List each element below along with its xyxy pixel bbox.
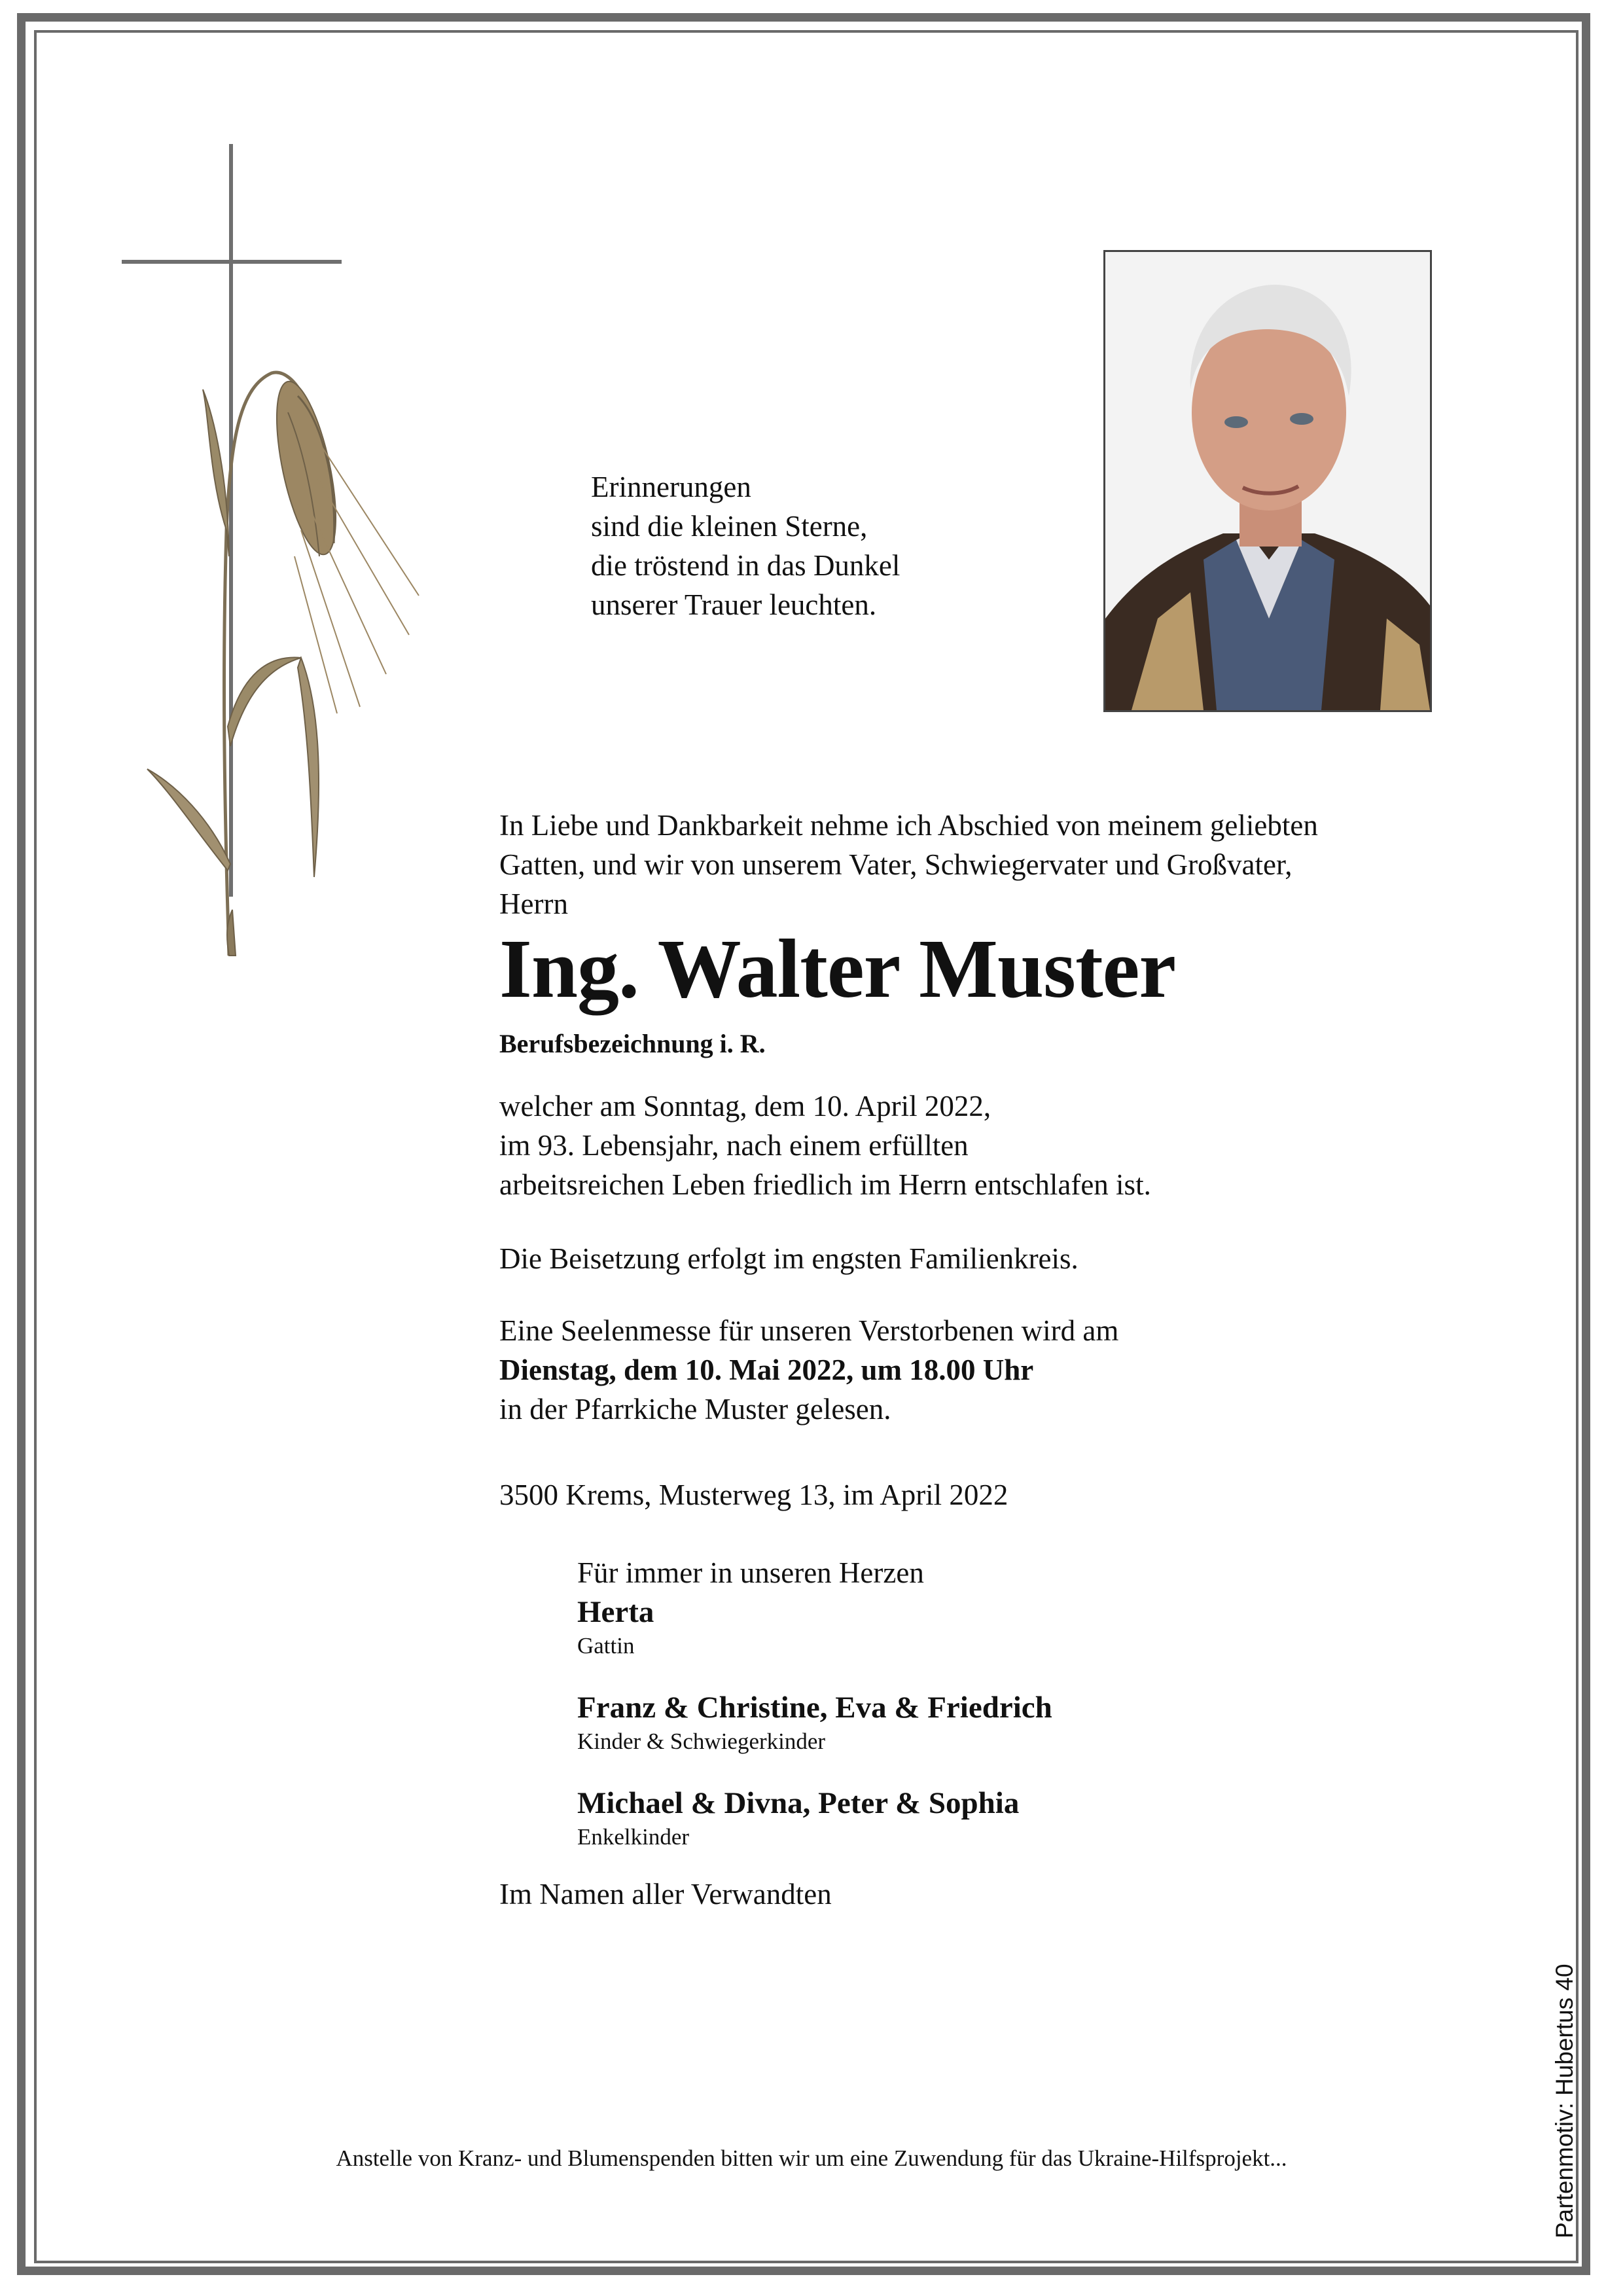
death-notice: welcher am Sonntag, dem 10. April 2022, im 93. Lebensjahr, nach einem erfüllten arbeitsreichen Leben friedlich im Herrn entschlafen ist. — [499, 1090, 1151, 1201]
burial-notice: Die Beisetzung erfolgt im engsten Familienkreis. — [499, 1242, 1079, 1275]
family-intro: Für immer in unseren Herzen — [577, 1556, 924, 1589]
deceased-name: Ing. Walter Muster — [499, 922, 1176, 1015]
family-role: Gattin — [577, 1633, 635, 1659]
portrait-photo — [1103, 250, 1432, 712]
motif-label: Partenmotiv: Hubertus 40 — [1551, 1964, 1578, 2238]
closing-line: Im Namen aller Verwandten — [499, 1878, 832, 1910]
family-names: Franz & Christine, Eva & Friedrich — [577, 1691, 1052, 1725]
memorial-quote: Erinnerungen sind die kleinen Sterne, die tröstend in das Dunkel unserer Trauer leuchten. — [591, 471, 901, 621]
place-and-date: 3500 Krems, Musterweg 13, im April 2022 — [499, 1479, 1008, 1511]
portrait-image — [1105, 252, 1430, 710]
deceased-occupation: Berufsbezeichnung i. R. — [499, 1029, 766, 1058]
wheat-icon — [147, 372, 419, 956]
cross-wheat-motif — [111, 137, 465, 969]
family-names: Michael & Divna, Peter & Sophia — [577, 1786, 1020, 1820]
donation-footer: Anstelle von Kranz- und Blumenspenden bitten wir um eine Zuwendung für das Ukraine-Hilfsprojekt... — [336, 2145, 1287, 2171]
family-role: Kinder & Schwiegerkinder — [577, 1729, 826, 1754]
family-names: Herta — [577, 1595, 654, 1629]
family-role: Enkelkinder — [577, 1824, 690, 1850]
family-block — [577, 1553, 1052, 1852]
mass-date: Dienstag, dem 10. Mai 2022, um 18.00 Uhr — [499, 1354, 1034, 1386]
farewell-intro: In Liebe und Dankbarkeit nehme ich Abschied von meinem geliebten Gatten, und wir von unserem Vater, Schwiegervater und Großvater, Herrn — [499, 809, 1318, 920]
mass-notice: Eine Seelenmesse für unseren Verstorbenen wird am Dienstag, dem 10. Mai 2022, um 18.00 Uhr in der Pfarrkiche Muster gelesen. — [499, 1314, 1119, 1426]
